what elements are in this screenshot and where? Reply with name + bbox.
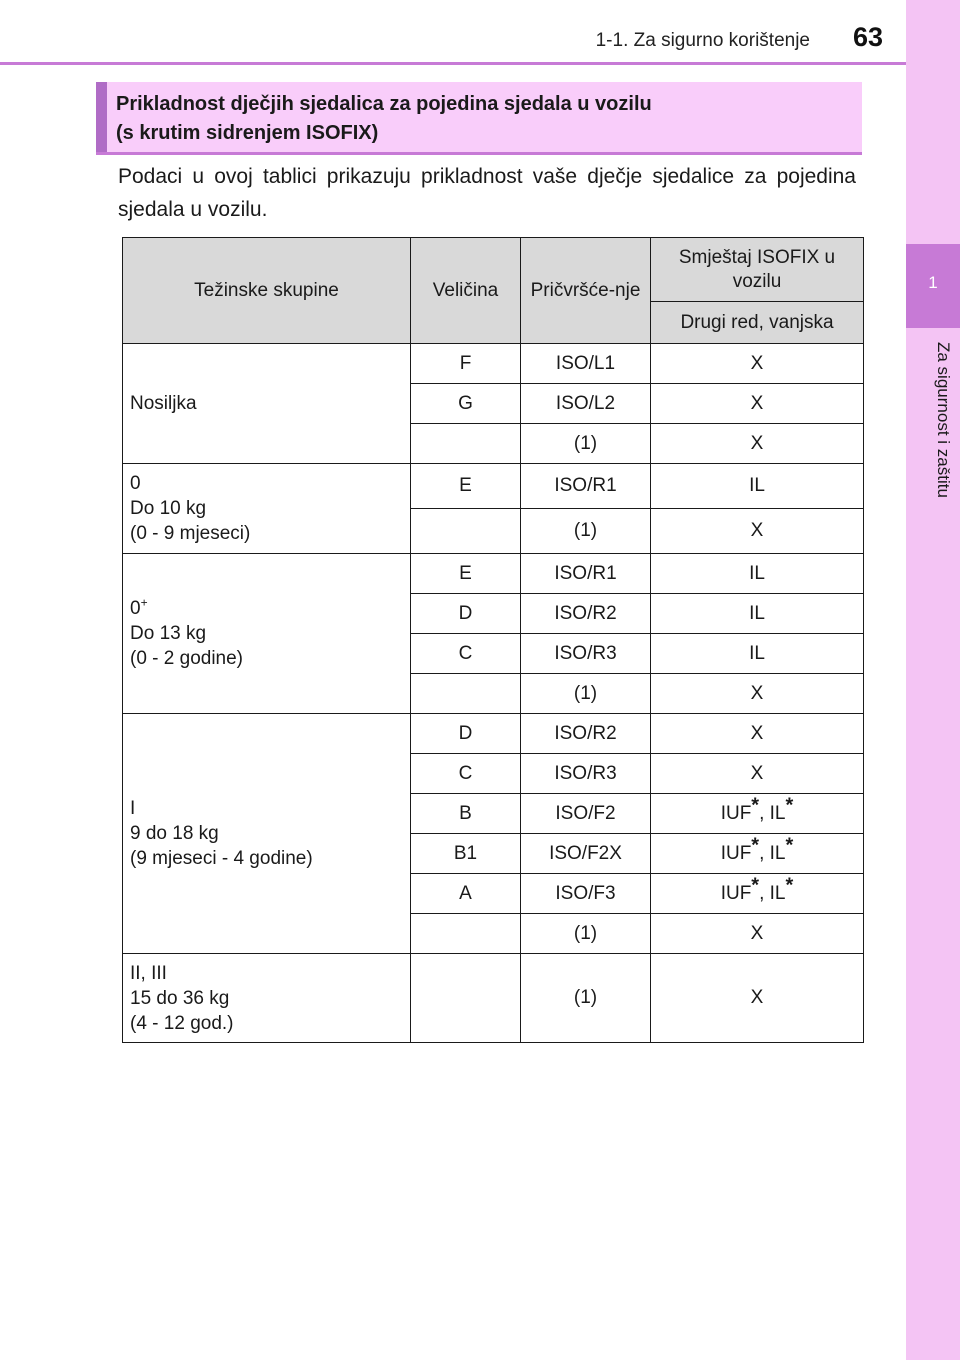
size-cell: C [411, 634, 521, 674]
table-row [123, 464, 864, 509]
fixture-cell: ISO/L2 [521, 384, 651, 424]
group-age: (4 - 12 god.) [130, 1012, 234, 1034]
heading-accent-bar [96, 82, 107, 152]
page-number: 63 [852, 22, 884, 52]
header-placement: Smještaj ISOFIX u vozilu [651, 238, 864, 302]
section-heading [116, 90, 846, 148]
header-size: Veličina [411, 238, 521, 344]
asterisk-note: * [751, 874, 760, 897]
section-title: 1-1. Za sigurno korištenje [595, 30, 810, 51]
size-cell: E [411, 554, 521, 594]
group-cell-nosiljka [123, 344, 411, 464]
size-cell: D [411, 594, 521, 634]
size-cell: B [411, 794, 521, 834]
size-cell: B1 [411, 834, 521, 874]
suitability-cell: X [651, 384, 864, 424]
fixture-cell: ISO/F3 [521, 874, 651, 914]
size-cell: C [411, 754, 521, 794]
fixture-cell: (1) [521, 674, 651, 714]
table-row [123, 954, 864, 1043]
suitability-cell: X [651, 914, 864, 954]
group-age: (0 - 9 mjeseci) [130, 523, 251, 544]
asterisk-note: * [785, 874, 794, 897]
group-cell-I [123, 714, 411, 954]
size-cell [411, 674, 521, 714]
size-cell [411, 914, 521, 954]
fixture-cell: ISO/R1 [521, 464, 651, 509]
suitability-cell: X [651, 714, 864, 754]
header-weight-groups: Težinske skupine [123, 238, 411, 344]
table-row [123, 344, 864, 384]
suitability-cell: X [651, 424, 864, 464]
table-row [123, 714, 864, 754]
group-cell-0 [123, 464, 411, 554]
fixture-cell: ISO/F2X [521, 834, 651, 874]
size-cell: G [411, 384, 521, 424]
fixture-cell: ISO/L1 [521, 344, 651, 384]
group-cell-II-III [123, 954, 411, 1043]
fixture-cell: ISO/F2 [521, 794, 651, 834]
group-label: 0+ [130, 595, 148, 619]
section-heading-box [96, 82, 862, 155]
group-age: (9 mjeseci - 4 godine) [130, 848, 313, 869]
size-cell [411, 954, 521, 1043]
header-second-row-outer: Drugi red, vanjska [651, 302, 864, 344]
fixture-cell: ISO/R2 [521, 714, 651, 754]
size-cell [411, 509, 521, 554]
group-age: (0 - 2 godine) [130, 648, 244, 669]
size-cell: E [411, 464, 521, 509]
fixture-cell: ISO/R2 [521, 594, 651, 634]
group-cell-0-plus [123, 554, 411, 714]
isofix-suitability-table [122, 237, 864, 1043]
asterisk-note: * [751, 834, 760, 857]
suitability-cell: IL [651, 464, 864, 509]
plus-superscript: + [140, 595, 148, 610]
suitability-cell: IUF*, IL* [651, 834, 864, 874]
suitability-cell: X [651, 674, 864, 714]
fixture-cell: (1) [521, 509, 651, 554]
chapter-number-tab: 1 [906, 244, 960, 328]
size-cell: A [411, 874, 521, 914]
fixture-cell: ISO/R3 [521, 754, 651, 794]
section-heading-line-1: Prikladnost dječjih sjedalica za pojedina sjedala u vozilu [116, 93, 652, 115]
group-weight: Do 13 kg [130, 623, 207, 644]
group-label: II, III [130, 962, 167, 984]
suitability-cell: IUF*, IL* [651, 874, 864, 914]
table-row [123, 554, 864, 594]
suitability-cell: IL [651, 634, 864, 674]
header-divider [0, 62, 906, 65]
group-weight: 9 do 18 kg [130, 823, 219, 844]
size-cell: D [411, 714, 521, 754]
size-cell: F [411, 344, 521, 384]
chapter-side-strip [906, 0, 960, 1360]
suitability-cell: X [651, 954, 864, 1043]
section-heading-line-2: (s krutim sidrenjem ISOFIX) [116, 122, 379, 144]
fixture-cell: ISO/R3 [521, 634, 651, 674]
suitability-cell: X [651, 509, 864, 554]
asterisk-note: * [785, 794, 794, 817]
group-label: 0 [130, 473, 141, 494]
group-weight: 15 do 36 kg [130, 987, 230, 1009]
fixture-cell: (1) [521, 424, 651, 464]
suitability-cell: X [651, 344, 864, 384]
chapter-side-label: Za sigurnost i zaštitu [934, 342, 953, 498]
group-label: I [130, 798, 136, 819]
suitability-cell: IUF*, IL* [651, 794, 864, 834]
header-fixture: Pričvršće-nje [521, 238, 651, 344]
intro-paragraph: Podaci u ovoj tablici prikazuju prikladnost vaše dječje sjedalice za pojedina sjedala u vozilu. [118, 165, 856, 221]
fixture-cell: ISO/R1 [521, 554, 651, 594]
fixture-cell: (1) [521, 914, 651, 954]
size-cell [411, 424, 521, 464]
asterisk-note: * [751, 794, 760, 817]
group-label: Nosiljka [130, 393, 197, 414]
group-weight: Do 10 kg [130, 498, 207, 519]
suitability-cell: X [651, 754, 864, 794]
suitability-cell: IL [651, 554, 864, 594]
suitability-cell: IL [651, 594, 864, 634]
asterisk-note: * [785, 834, 794, 857]
fixture-cell: (1) [521, 954, 651, 1043]
